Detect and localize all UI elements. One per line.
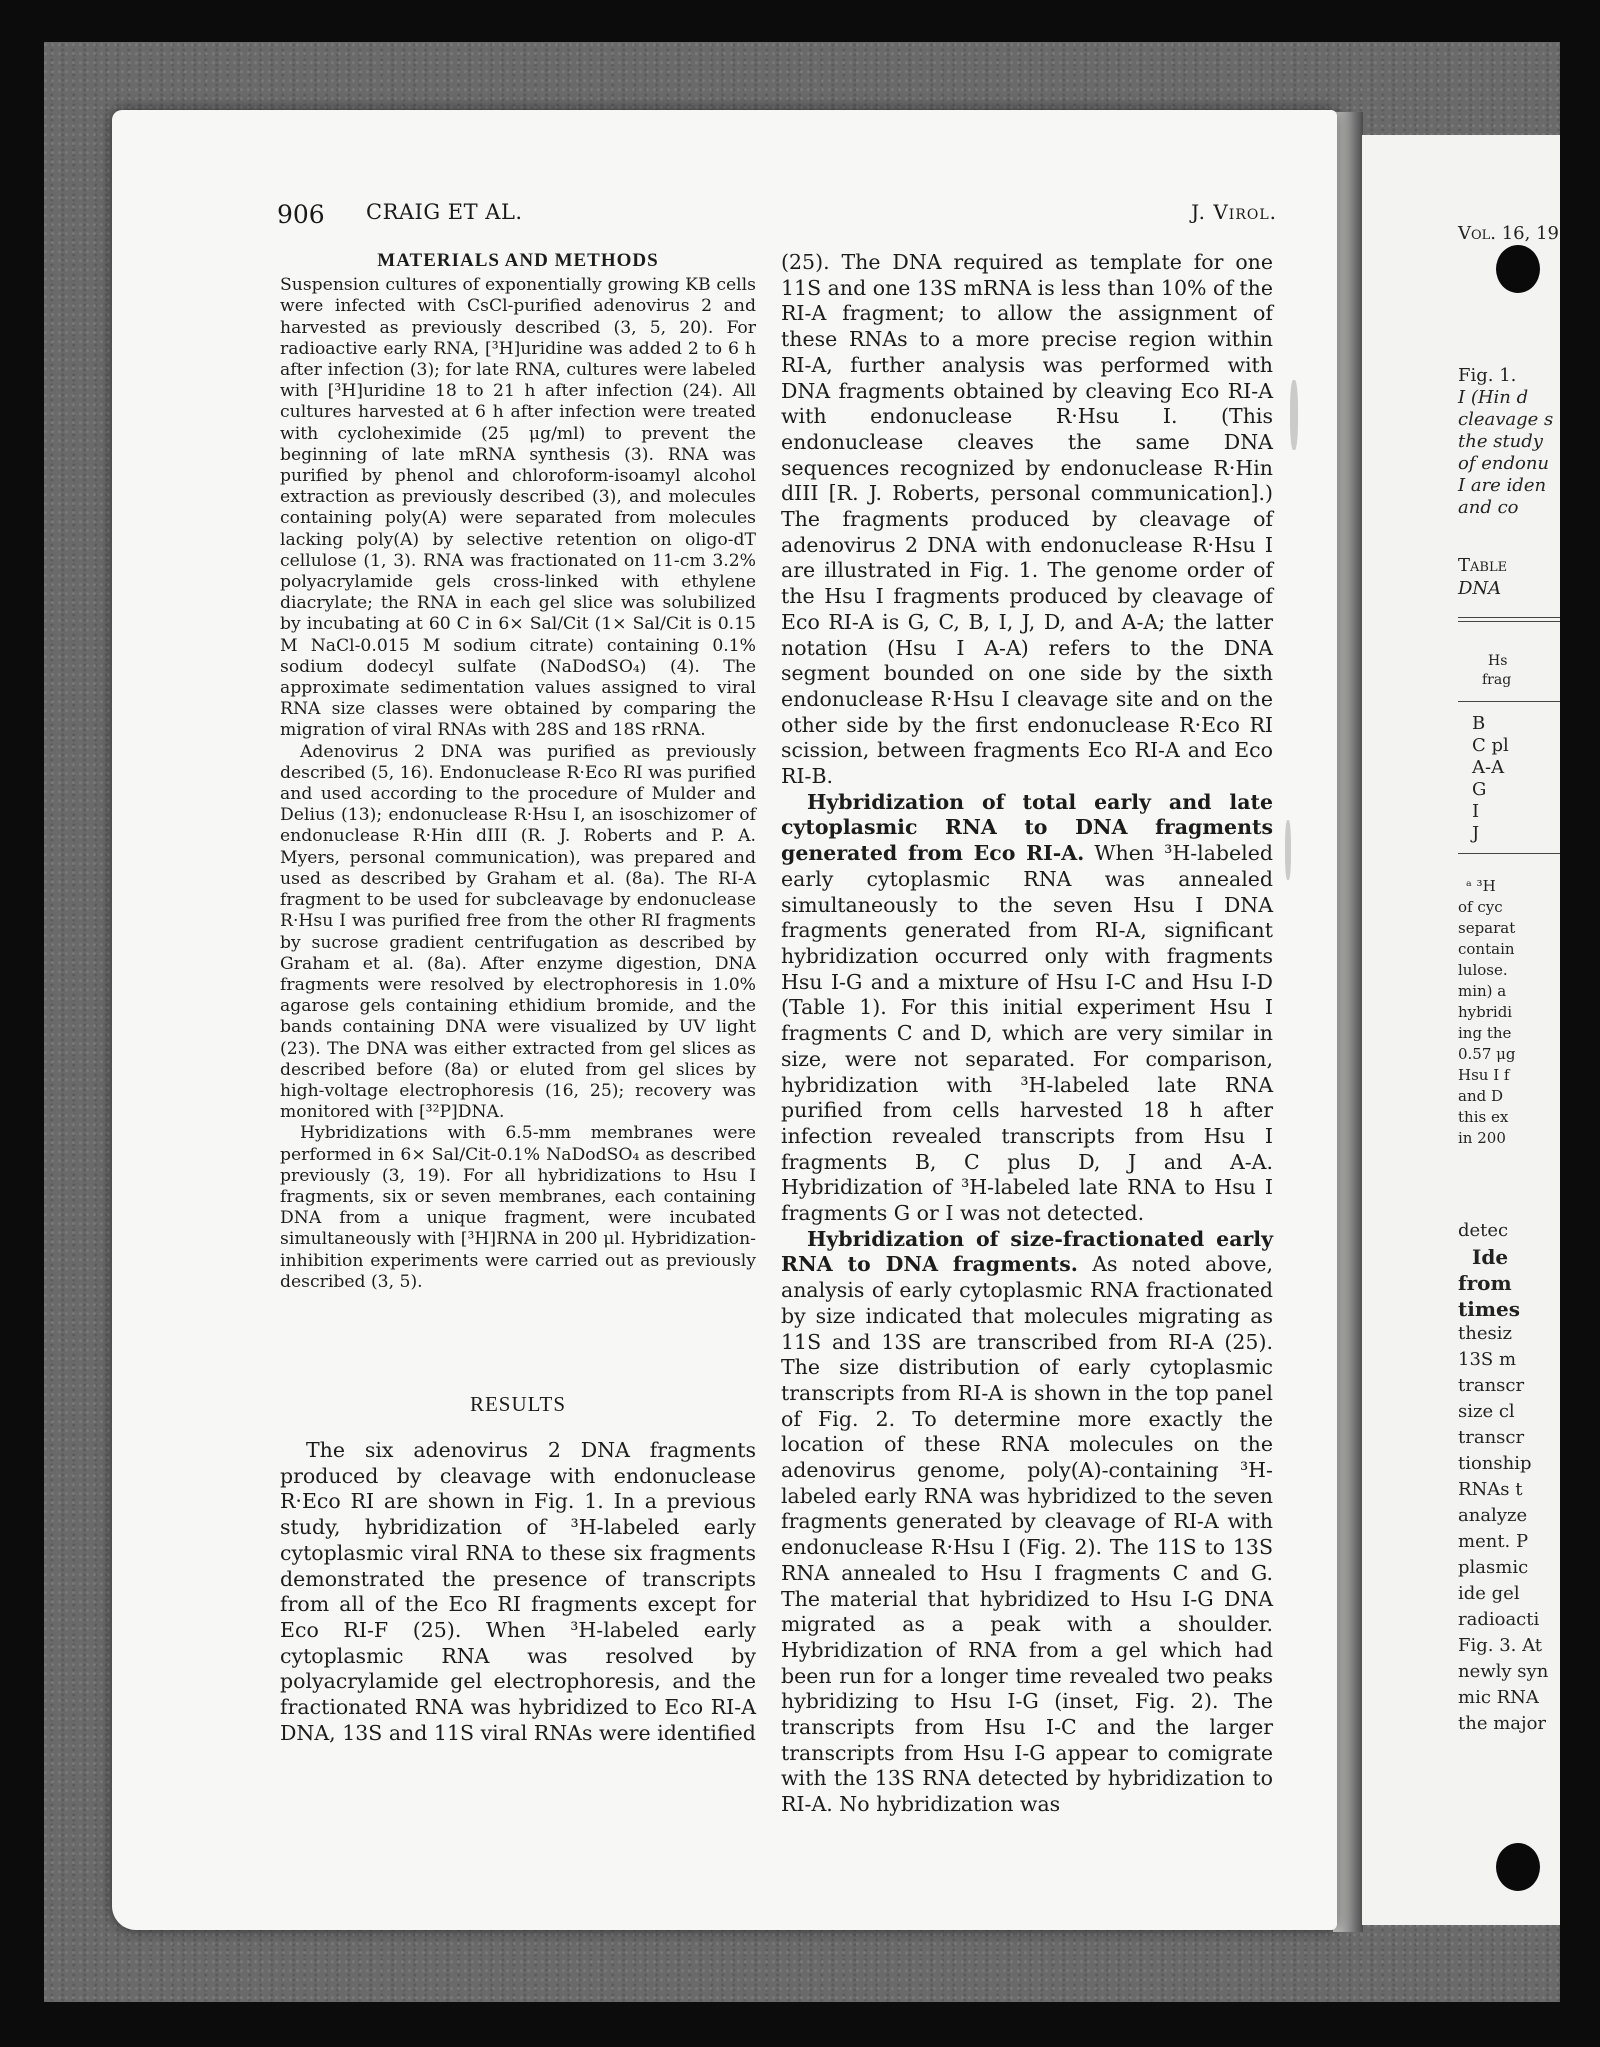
next-text-17: newly syn bbox=[1458, 1661, 1549, 1682]
next-text-5: 13S m bbox=[1458, 1349, 1517, 1370]
next-text-10: RNAs t bbox=[1458, 1479, 1523, 1500]
next-footnote-3: contain bbox=[1458, 940, 1515, 958]
next-footnote-5: min) a bbox=[1458, 982, 1507, 1000]
methods-paragraph-3: Hybridizations with 6.5-mm membranes were performed in 6× Sal/Cit-0.1% NaDodSO₄ as described previously (3, 19). For all hybridizations to Hsu I fragments, six or seven membranes, each containing DNA from a unique fragment, were incubated simultaneously with [³H]RNA in 200 μl. Hybridization-inhibition experiments were carried out as previously described (3, 5). bbox=[280, 1123, 756, 1292]
next-table-rule-top-2 bbox=[1458, 621, 1560, 622]
page-number: 906 bbox=[277, 200, 325, 229]
next-fig-caption-6: and co bbox=[1458, 497, 1519, 518]
next-footnote-4: lulose. bbox=[1458, 961, 1508, 979]
subheading-size-fractionated: Hybridization of size-fractionated early RNA to DNA fragments. bbox=[781, 1226, 1273, 1277]
next-footnote-7: ing the bbox=[1458, 1024, 1512, 1042]
next-text-8: transcr bbox=[1458, 1427, 1525, 1448]
next-text-6: transcr bbox=[1458, 1375, 1525, 1396]
next-fig-caption-2: cleavage s bbox=[1458, 409, 1554, 430]
left-column-methods bbox=[280, 250, 756, 1293]
next-table-rule-mid bbox=[1458, 701, 1560, 702]
right-paragraph-2 bbox=[781, 790, 1273, 1227]
right-column bbox=[781, 250, 1273, 1818]
scan-mark-2 bbox=[1285, 820, 1291, 880]
next-footnote-11: this ex bbox=[1458, 1108, 1509, 1126]
right-paragraph-3 bbox=[781, 1227, 1273, 1818]
next-table-head-0: Hs bbox=[1488, 653, 1508, 669]
right-paragraph-2-body: When ³H-labeled early cytoplasmic RNA was annealed simultaneously to the seven Hsu I DNA fragments generated from RI-A, significant hybridization occurred only with fragments Hsu I-G and a mixture of Hsu I-C and Hsu I-D (Table 1). For this initial experiment Hsu I fragments C and D, which are very similar in size, were not separated. For comparison, hybridization with ³H-labeled late RNA purified from cells harvested 18 h after infection revealed transcripts from Hsu I fragments B, C plus D, J and A-A. Hybridization of ³H-labeled late RNA to Hsu I fragments G or I was not detected. bbox=[781, 841, 1273, 1226]
next-table-row-5: J bbox=[1472, 823, 1480, 844]
next-text-18: mic RNA bbox=[1458, 1687, 1539, 1708]
next-text-19: the major bbox=[1458, 1713, 1547, 1734]
next-text-9: tionship bbox=[1458, 1453, 1532, 1474]
next-footnote-10: and D bbox=[1458, 1087, 1503, 1105]
binder-hole-bottom bbox=[1496, 1843, 1540, 1891]
next-text-12: ment. P bbox=[1458, 1531, 1529, 1552]
author-header: CRAIG ET AL. bbox=[366, 200, 523, 224]
scan-mark bbox=[1290, 380, 1298, 450]
running-head bbox=[277, 200, 1277, 230]
next-footnote-1: of cyc bbox=[1458, 898, 1503, 916]
results-paragraph-1: The six adenovirus 2 DNA fragments produced by cleavage with endonuclease R·Eco RI are shown in Fig. 1. In a previous study, hybridization of ³H-labeled early cytoplasmic viral RNA to these six fragments demonstrated the presence of transcripts from all of the Eco RI fragments except for Eco RI-F (25). When ³H-labeled early cytoplasmic RNA was resolved by polyacrylamide gel electrophoresis, and the fractionated RNA was hybridized to Eco RI-A DNA, 13S and 11S viral RNAs were identified bbox=[280, 1438, 756, 1745]
next-footnote-12: in 200 bbox=[1458, 1129, 1506, 1147]
next-table-row-4: I bbox=[1472, 801, 1480, 822]
methods-section-title: MATERIALS AND METHODS bbox=[377, 250, 659, 271]
next-footnote-6: hybridi bbox=[1458, 1003, 1513, 1021]
right-paragraph-3-body: As noted above, analysis of early cytoplasmic RNA fractionated by size indicated that molecules migrating as 11S and 13S are transcribed from RI-A (25). The size distribution of early cytoplasmic transcripts from RI-A is shown in the top panel of Fig. 2. To determine more exactly the location of these RNA molecules on the adenovirus genome, poly(A)-containing ³H-labeled early RNA was hybridized to the seven fragments generated by cleavage of RI-A with endonuclease R·Hsu I (Fig. 2). The 11S to 13S RNA annealed to Hsu I fragments C and G. The material that hybridized to Hsu I-G DNA migrated as a peak with a shoulder. Hybridization of RNA from a gel which had been run for a longer time revealed two peaks hybridizing to Hsu I-G (inset, Fig. 2). The transcripts from Hsu I-C and the larger transcripts from Hsu I-G appear to comigrate with the 13S RNA detected by hybridization to RI-A. No hybridization was bbox=[781, 1252, 1273, 1817]
left-column-results bbox=[280, 1438, 756, 1746]
next-fig-caption-5: I are iden bbox=[1458, 475, 1547, 496]
right-paragraph-1: (25). The DNA required as template for one 11S and one 13S mRNA is less than 10% of the RI-A fragment; to allow the assignment of these RNAs to a more precise region within RI-A, further analysis was performed with DNA fragments obtained by cleaving Eco RI-A with endonuclease R·Hsu I. (This endonuclease cleaves the same DNA sequences recognized by endonuclease R·Hin dIII [R. J. Roberts, personal communication].) The fragments produced by cleavage of adenovirus 2 DNA with endonuclease R·Hsu I are illustrated in Fig. 1. The genome order of the Hsu I fragments produced by cleavage of Eco RI-A is G, C, B, I, J, D, and A-A; the latter notation (Hsu I A-A) refers to the DNA segment bounded on one side by the sixth endonuclease R·Hsu I cleavage site and on the other side by the first endonuclease R·Eco RI scission, between fragments Eco RI-A and Eco RI-B. bbox=[781, 250, 1273, 789]
results-section-title: RESULTS bbox=[469, 1392, 567, 1416]
next-text-4: thesiz bbox=[1458, 1323, 1512, 1344]
subheading-total-rna: Hybridization of total early and late cytoplasmic RNA to DNA fragments generated from Eco RI-A. bbox=[781, 789, 1273, 866]
next-footnote-0: ᵃ ³H bbox=[1466, 877, 1496, 895]
next-text-1: Ide bbox=[1472, 1245, 1509, 1269]
next-table-rule-top bbox=[1458, 617, 1560, 618]
next-table-row-3: G bbox=[1472, 779, 1487, 800]
next-text-11: analyze bbox=[1458, 1505, 1528, 1526]
journal-header: J. Virol. bbox=[1191, 200, 1277, 224]
next-table-rule-bottom bbox=[1458, 853, 1560, 854]
next-page-fragment bbox=[1362, 135, 1560, 1925]
next-text-15: radioacti bbox=[1458, 1609, 1540, 1630]
next-footnote-9: Hsu I f bbox=[1458, 1066, 1510, 1084]
next-table-head-1: frag bbox=[1482, 672, 1512, 688]
next-footnote-8: 0.57 μg bbox=[1458, 1045, 1516, 1063]
next-table-title-1: DNA bbox=[1458, 578, 1502, 599]
next-table-row-2: A-A bbox=[1472, 757, 1505, 778]
next-text-16: Fig. 3. At bbox=[1458, 1635, 1543, 1656]
next-footnote-2: separat bbox=[1458, 919, 1516, 937]
methods-paragraph-1: Suspension cultures of exponentially growing KB cells were infected with CsCl-purified adenovirus 2 and harvested as previously described (3, 5, 20). For radioactive early RNA, [³H]uridine was added 2 to 6 h after infection (3); for late RNA, cultures were labeled with [³H]uridine 18 to 21 h after infection (24). All cultures harvested at 6 h after infection were treated with cycloheximide (25 μg/ml) to prevent the beginning of late mRNA synthesis (3). RNA was purified by phenol and chloroform-isoamyl alcohol extraction as previously described (3), and molecules containing poly(A) were separated from molecules lacking poly(A) by selective retention on oligo-dT cellulose (1, 3). RNA was fractionated on 11-cm 3.2% polyacrylamide gels cross-linked with ethylene diacrylate; the RNA in each gel slice was solubilized by incubating at 60 C in 6× Sal/Cit (1× Sal/Cit is 0.15 M NaCl-0.015 M sodium citrate) containing 0.1% sodium dodecyl sulfate (NaDodSO₄) (4). The approximate sedimentation values assigned to viral RNA size classes were obtained by comparing the migration of viral RNAs with 28S and 18S rRNA. bbox=[280, 275, 756, 741]
next-text-14: ide gel bbox=[1458, 1583, 1520, 1604]
next-fig-caption-0: Fig. 1. bbox=[1458, 365, 1517, 386]
next-text-7: size cl bbox=[1458, 1401, 1515, 1422]
next-fig-caption-1: I (Hin d bbox=[1458, 387, 1529, 408]
page-spine-shadow bbox=[1333, 112, 1363, 1932]
binder-hole-top bbox=[1496, 245, 1540, 293]
next-table-title-0: Table bbox=[1458, 555, 1508, 576]
next-text-13: plasmic bbox=[1458, 1557, 1529, 1578]
next-fig-caption-3: the study bbox=[1458, 431, 1543, 452]
methods-paragraph-2: Adenovirus 2 DNA was purified as previously described (5, 16). Endonuclease R·Eco RI was purified and used according to the procedure of Mulder and Delius (13); endonuclease R·Hsu I, an isoschizomer of endonuclease R·Hin dIII (R. J. Roberts and P. A. Myers, personal communication), was prepared and used as described by Graham et al. (8a). The RI-A fragment to be used for subcleavage by endonuclease R·Hsu I was purified free from the other RI fragments by sucrose gradient centrifugation as described by Graham et al. (8a). After enzyme digestion, DNA fragments were resolved by electrophoresis in 1.0% agarose gels containing ethidium bromide, and the bands containing DNA were visualized by UV light (23). The DNA was either extracted from gel slices as described before (8a) or eluted from gel slices by high-voltage electrophoresis (16, 25); recovery was monitored with [³²P]DNA. bbox=[280, 741, 756, 1123]
next-text-2: from bbox=[1458, 1271, 1512, 1295]
next-page-header: Vol. 16, 19 bbox=[1458, 223, 1559, 244]
next-text-0: detec bbox=[1458, 1220, 1509, 1241]
next-text-3: times bbox=[1458, 1297, 1520, 1321]
next-table-row-0: B bbox=[1472, 713, 1486, 734]
next-fig-caption-4: of endonu bbox=[1458, 453, 1550, 474]
next-table-row-1: C pl bbox=[1472, 735, 1509, 756]
